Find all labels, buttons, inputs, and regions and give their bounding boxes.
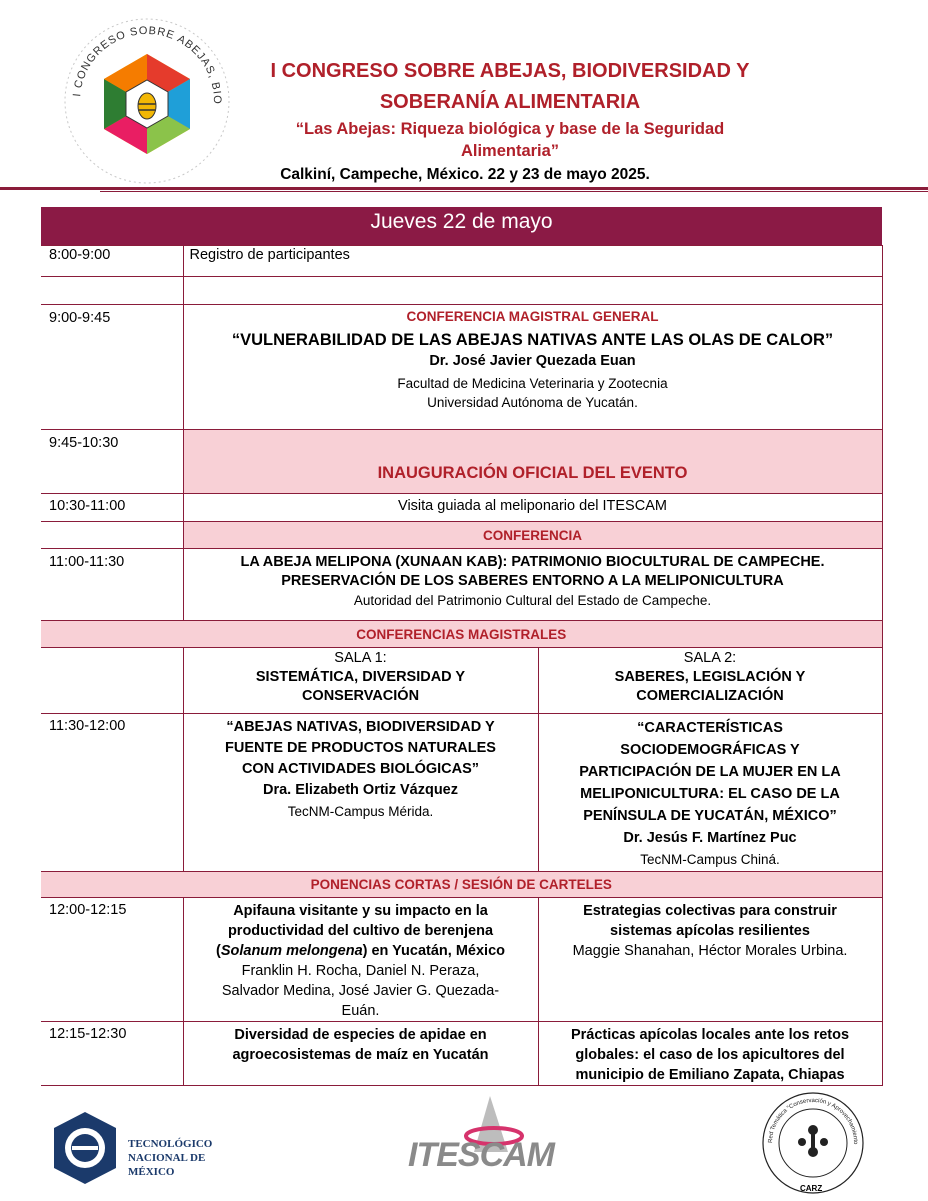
registro-cell: Registro de participantes [183, 246, 882, 277]
time-cell: 9:00-9:45 [41, 305, 183, 430]
talk-title-rest: ) en Yucatán, México [362, 943, 506, 959]
header-divider [0, 187, 928, 190]
sala-theme: SABERES, LEGISLACIÓN Y [614, 669, 806, 685]
talk-title: Diversidad de especies de apidae en [234, 1027, 487, 1043]
section-label: CONFERENCIA MAGISTRAL GENERAL [406, 309, 659, 324]
svg-text:Red Temática "Conservación y A [758, 1090, 858, 1145]
sala-2-talk [538, 714, 882, 872]
time-cell-empty [41, 277, 183, 305]
itescam-wordmark: ITESCAM [408, 1136, 554, 1174]
talk-title: SOCIODEMOGRÁFICAS Y [620, 742, 800, 758]
carz-label: CARZ [800, 1184, 823, 1193]
sala-theme: COMERCIALIZACIÓN [636, 688, 784, 704]
congress-title [230, 56, 790, 118]
visita-cell: Visita guiada al meliponario del ITESCAM [183, 494, 882, 522]
talk-title: municipio de Emiliano Zapata, Chiapas [575, 1067, 845, 1083]
carz-arc-text: Red Temática "Conservación y Aprovechamiento [767, 1097, 859, 1145]
section-label: PONENCIAS CORTAS / SESIÓN DE CARTELES [41, 872, 882, 898]
speaker-name: Dr. José Javier Quezada Euan [429, 353, 636, 369]
authors: Salvador Medina, José Javier G. Quezada- [221, 983, 500, 999]
time-cell-empty [41, 522, 183, 549]
ponencia-1-sala-1 [183, 898, 538, 1022]
congress-subtitle [250, 118, 770, 162]
time-cell: 10:30-11:00 [41, 494, 183, 522]
sala-label: SALA 1: [334, 650, 387, 666]
section-label: CONFERENCIA [183, 522, 882, 549]
magistral-general-cell [183, 305, 882, 430]
time-cell-empty [41, 648, 183, 714]
affiliation: TecNM-Campus Chiná. [640, 852, 780, 867]
tecnm-emblem-icon [50, 1110, 120, 1186]
sala-label: SALA 2: [683, 650, 737, 666]
itescam-logo [404, 1094, 554, 1178]
logo-arc-text: I CONGRESO SOBRE ABEJAS, BIO [71, 24, 224, 105]
talk-title: PRESERVACIÓN DE LOS SABERES ENTORNO A LA MELIPONICULTURA [281, 573, 784, 589]
affiliation: Universidad Autónoma de Yucatán. [427, 395, 638, 410]
talk-title: “CARACTERÍSTICAS [637, 720, 783, 736]
time-cell: 12:15-12:30 [41, 1022, 183, 1086]
talk-title [190, 941, 532, 961]
authors: Maggie Shanahan, Héctor Morales Urbina. [572, 943, 848, 959]
time-cell: 9:45-10:30 [41, 430, 183, 494]
tecnm-line-2: NACIONAL DE MÉXICO [128, 1152, 206, 1178]
tecnm-logo [50, 1110, 240, 1190]
talk-title: Apifauna visitante y su impacto en la [233, 903, 488, 919]
talk-title: globales: el caso de los apicultores del [575, 1047, 845, 1063]
inauguracion-cell: INAUGURACIÓN OFICIAL DEL EVENTO [183, 430, 882, 494]
paren: ( [215, 943, 221, 959]
sala-2-header [538, 648, 882, 714]
affiliation: TecNM-Campus Mérida. [287, 804, 434, 819]
sala-theme: CONSERVACIÓN [301, 688, 420, 704]
authors: Euán. [341, 1003, 380, 1019]
time-cell: 8:00-9:00 [41, 246, 183, 277]
ponencia-2-sala-1 [183, 1022, 538, 1086]
talk-title: FUENTE DE PRODUCTOS NATURALES [225, 740, 496, 756]
talk-title: LA ABEJA MELIPONA (XUNAAN KAB): PATRIMONIO BIOCULTURAL DE CAMPECHE. [240, 554, 825, 570]
species-name: Solanum melongena [220, 943, 363, 959]
conferencia-cell [183, 549, 882, 621]
sala-1-header [183, 648, 538, 714]
day-header: Jueves 22 de mayo [41, 207, 882, 246]
title-line-2: SOBERANÍA ALIMENTARIA [379, 91, 641, 113]
empty-cell [183, 277, 882, 305]
carz-logo [758, 1090, 868, 1196]
ponencia-2-sala-2 [538, 1022, 882, 1086]
talk-title: CON ACTIVIDADES BIOLÓGICAS” [241, 761, 480, 777]
sala-theme: SISTEMÁTICA, DIVERSIDAD Y [255, 669, 466, 685]
tecnm-line-1: TECNOLÓGICO [128, 1138, 213, 1150]
time-cell: 11:30-12:00 [41, 714, 183, 872]
talk-title: productividad del cultivo de berenjena [227, 923, 494, 939]
time-cell: 11:00-11:30 [41, 549, 183, 621]
schedule-table [41, 207, 882, 1086]
talk-title: “ABEJAS NATIVAS, BIODIVERSIDAD Y [226, 719, 495, 735]
authors: Franklin H. Rocha, Daniel N. Peraza, [241, 963, 480, 979]
talk-title: Prácticas apícolas locales ante los retos [570, 1027, 850, 1043]
talk-title: Estrategias colectivas para construir [583, 903, 837, 919]
title-line-1: I CONGRESO SOBRE ABEJAS, BIODIVERSIDAD Y [270, 60, 750, 82]
section-label: CONFERENCIAS MAGISTRALES [41, 621, 882, 648]
talk-title: PARTICIPACIÓN DE LA MUJER EN LA [579, 764, 841, 780]
place-date: Calkiní, Campeche, México. 22 y 23 de mayo 2025. [280, 166, 650, 183]
speaker-name: Dra. Elizabeth Ortiz Vázquez [263, 782, 458, 798]
talk-title: MELIPONICULTURA: EL CASO DE LA [580, 786, 840, 802]
time-cell: 12:00-12:15 [41, 898, 183, 1022]
ponencia-1-sala-2 [538, 898, 882, 1022]
talk-title: “VULNERABILIDAD DE LAS ABEJAS NATIVAS ANTE LAS OLAS DE CALOR” [231, 331, 834, 349]
sala-1-talk [183, 714, 538, 872]
congress-logo [58, 12, 236, 190]
header-divider-thin [100, 191, 928, 192]
talk-title: agroecosistemas de maíz en Yucatán [232, 1047, 489, 1063]
talk-title: PENÍNSULA DE YUCATÁN, MÉXICO” [583, 808, 837, 824]
talk-title: sistemas apícolas resilientes [610, 923, 810, 939]
speaker-name: Dr. Jesús F. Martínez Puc [623, 830, 797, 846]
affiliation: Facultad de Medicina Veterinaria y Zootecnia [397, 376, 668, 391]
subtitle-line-2: Alimentaria” [460, 142, 560, 160]
subtitle-line-1: “Las Abejas: Riqueza biológica y base de la Seguridad [295, 120, 725, 138]
affiliation: Autoridad del Patrimonio Cultural del Estado de Campeche. [353, 593, 712, 608]
